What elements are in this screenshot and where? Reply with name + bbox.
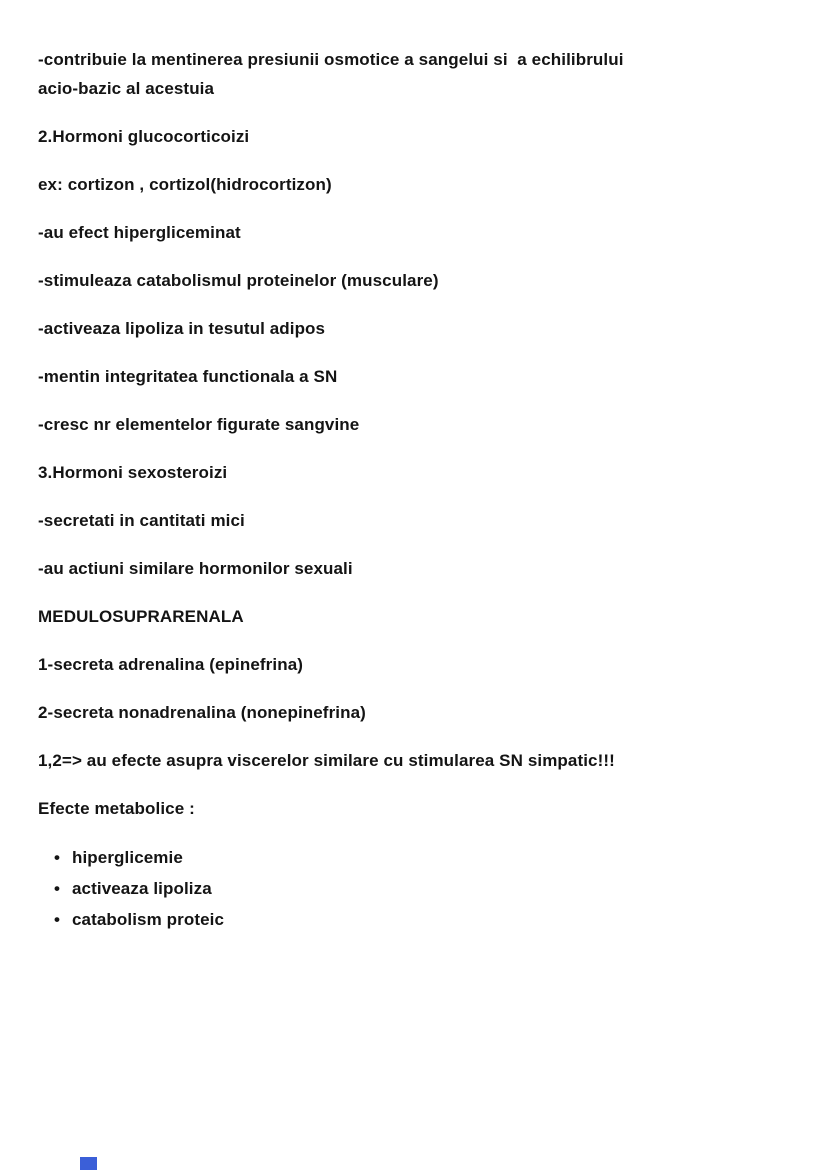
heading-hormoni-glucocorticoizi: 2.Hormoni glucocorticoizi <box>38 127 250 146</box>
next-page-image-fragment <box>80 1157 97 1170</box>
heading-efecte-metabolice: Efecte metabolice : <box>38 799 195 818</box>
list-item <box>38 842 770 873</box>
list-item <box>38 873 770 904</box>
paragraph-actiuni-similare: -au actiuni similare hormonilor sexuali <box>38 559 353 578</box>
paragraph-secreta-nonadrenalina: 2-secreta nonadrenalina (nonepinefrina) <box>38 703 366 722</box>
list-item-label: hiperglicemie <box>72 848 183 867</box>
metabolic-effects-list <box>38 842 770 935</box>
bullet-icon: • <box>54 879 61 898</box>
paragraph-integritate-sn: -mentin integritatea functionala a SN <box>38 367 338 386</box>
paragraph-line: -contribuie la mentinerea presiunii osmotice a sangelui si a echilibrului <box>38 50 624 69</box>
paragraph-cortizon-example: ex: cortizon , cortizol(hidrocortizon) <box>38 175 332 194</box>
list-item-label: activeaza lipoliza <box>72 879 212 898</box>
bullet-icon: • <box>54 910 61 929</box>
paragraph-secreta-adrenalina: 1-secreta adrenalina (epinefrina) <box>38 655 304 674</box>
paragraph-efecte-viscere: 1,2=> au efecte asupra viscerelor similare cu stimularea SN simpatic!!! <box>38 751 615 770</box>
list-item <box>38 904 770 935</box>
list-item-label: catabolism proteic <box>72 910 225 929</box>
heading-medulosuprarenala: MEDULOSUPRARENALA <box>38 607 244 626</box>
paragraph-elemente-figurate: -cresc nr elementelor figurate sangvine <box>38 415 360 434</box>
paragraph-line: acio-bazic al acestuia <box>38 79 215 98</box>
paragraph-lipoliza-tesut-adipos: -activeaza lipoliza in tesutul adipos <box>38 319 326 338</box>
heading-hormoni-sexosteroizi: 3.Hormoni sexosteroizi <box>38 463 228 482</box>
paragraph-cantitati-mici: -secretati in cantitati mici <box>38 511 245 530</box>
paragraph-efect-hipergliceminat: -au efect hipergliceminat <box>38 223 241 242</box>
paragraph-osmotic-pressure <box>38 45 770 103</box>
paragraph-catabolism-proteine: -stimuleaza catabolismul proteinelor (musculare) <box>38 271 439 290</box>
bullet-icon: • <box>54 848 61 867</box>
